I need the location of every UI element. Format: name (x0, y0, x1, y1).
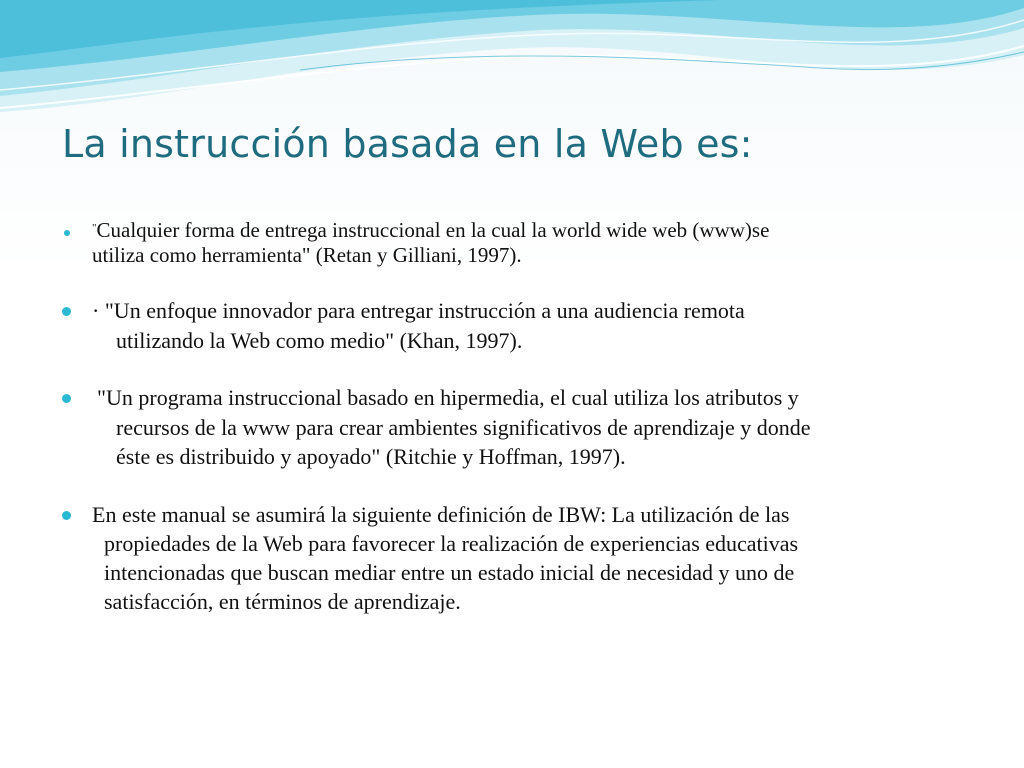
bullet-4-line-3: intencionadas que buscan mediar entre un estado inicial de necesidad y uno de (104, 560, 795, 585)
slide-title: La instrucción basada en la Web es: (62, 122, 753, 166)
bullet-dot-icon (64, 230, 70, 236)
bullet-1-quote-mark: " (92, 222, 97, 234)
bullet-1-line-1-text: Cualquier forma de entrega instruccional en la cual la world wide web (www)se (96, 218, 770, 242)
bullet-dot-icon (62, 511, 71, 520)
bullet-dot-icon (62, 307, 71, 316)
bullet-dot-icon (62, 394, 71, 403)
bullet-2-line-1: · "Un enfoque innovador para entregar instrucción a una audiencia remota (92, 298, 745, 323)
bullet-1-line-1 (92, 218, 769, 243)
bullet-2-line-2: utilizando la Web como medio" (Khan, 1997). (116, 328, 523, 353)
bullet-4-line-4: satisfacción, en términos de aprendizaje. (104, 589, 461, 614)
bullet-3-line-1: "Un programa instruccional basado en hipermedia, el cual utiliza los atributos y (97, 385, 799, 410)
bullet-4-line-2: propiedades de la Web para favorecer la realización de experiencias educativas (104, 531, 799, 556)
bullet-3-line-2: recursos de la www para crear ambientes significativos de aprendizaje y donde (116, 415, 811, 440)
bullet-1-line-2: utiliza como herramienta" (Retan y Gilliani, 1997). (92, 243, 522, 267)
bullet-3-line-3: éste es distribuido y apoyado" (Ritchie y Hoffman, 1997). (116, 444, 626, 469)
bullet-4-line-1: En este manual se asumirá la siguiente definición de IBW: La utilización de las (92, 502, 790, 527)
